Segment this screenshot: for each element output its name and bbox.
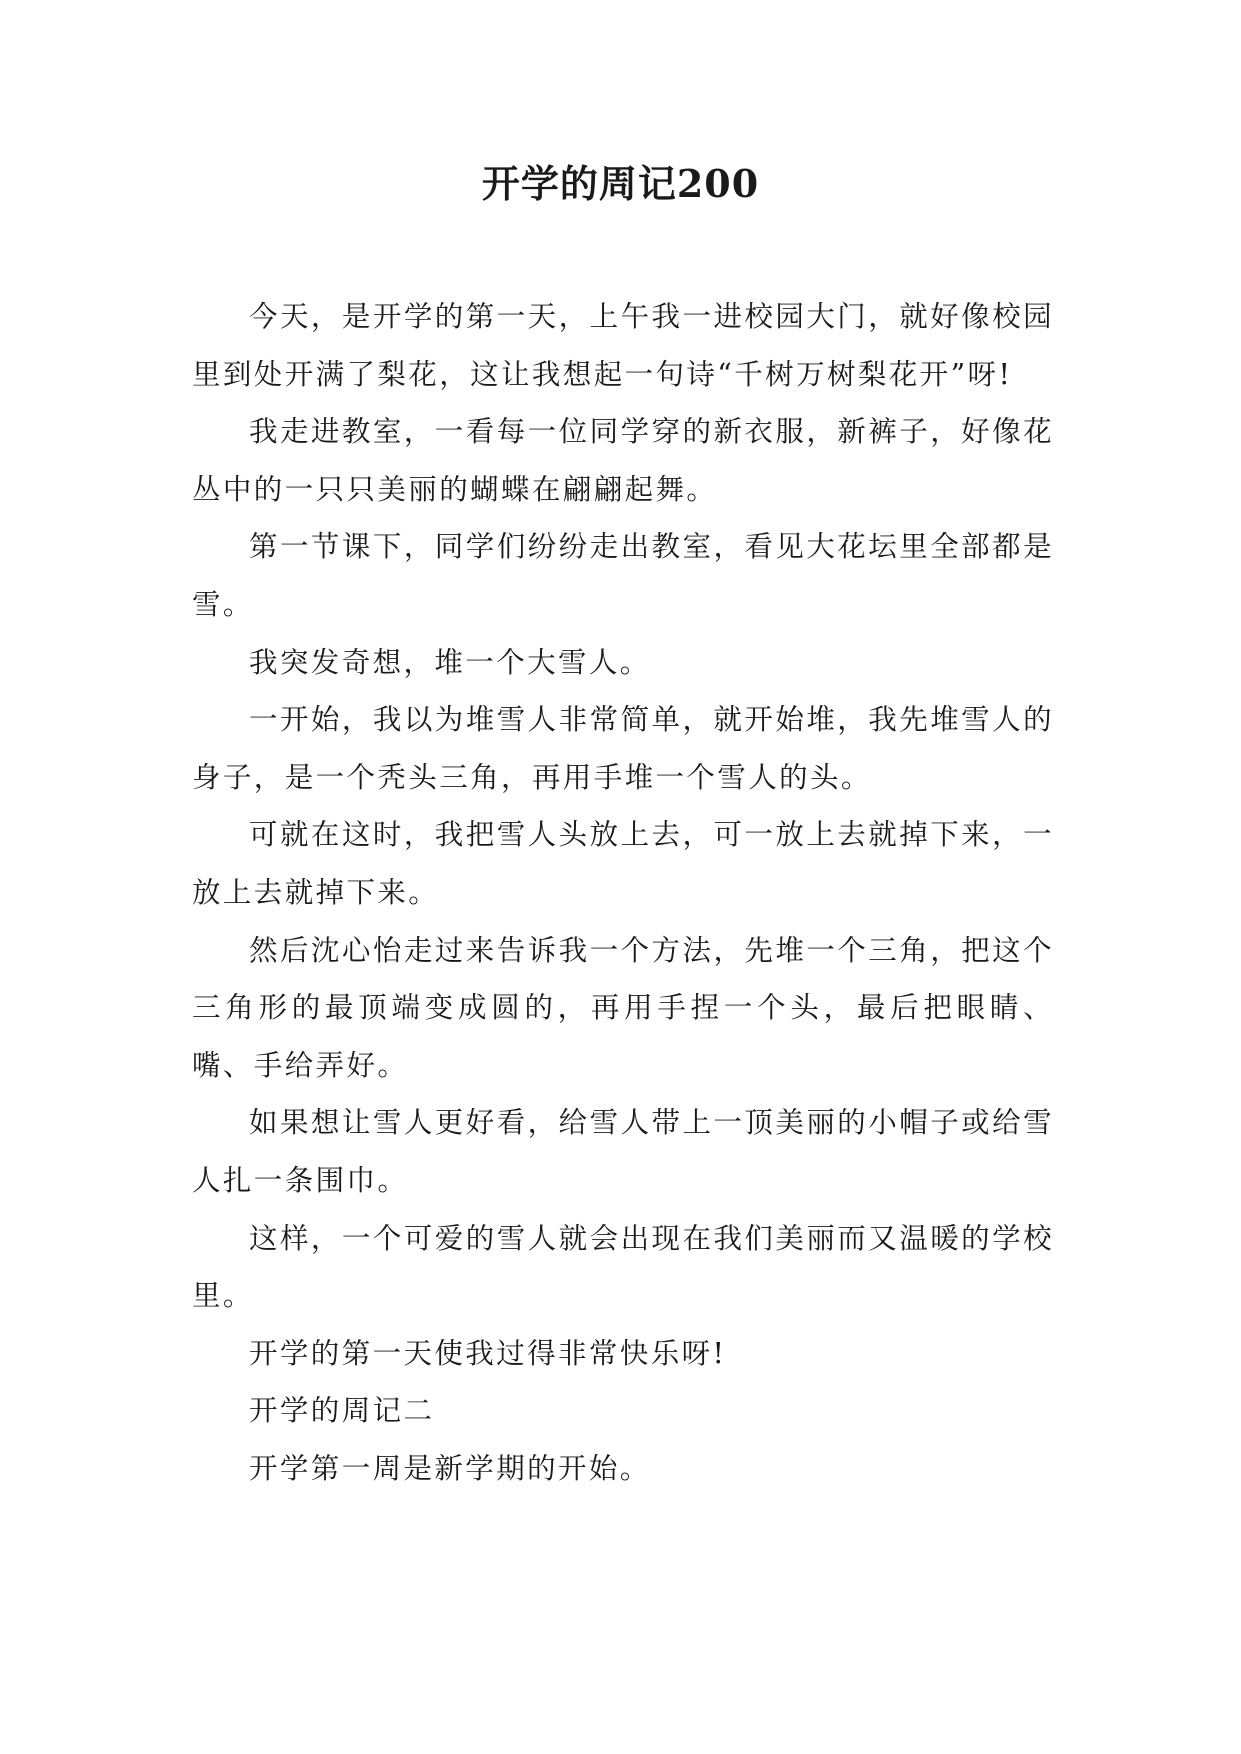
paragraph: 我走进教室，一看每一位同学穿的新衣服，新裤子，好像花丛中的一只只美丽的蝴蝶在翩翩起舞。 xyxy=(192,415,1054,506)
paragraph: 如果想让雪人更好看，给雪人带上一顶美丽的小帽子或给雪人扎一条围巾。 xyxy=(192,1106,1054,1197)
paragraph: 一开始，我以为堆雪人非常简单，就开始堆，我先堆雪人的身子，是一个秃头三角，再用手堆一个雪人的头。 xyxy=(192,703,1054,794)
paragraph: 这样，一个可爱的雪人就会出现在我们美丽而又温暖的学校里。 xyxy=(192,1221,1054,1313)
paragraph: 然后沈心怡走过来告诉我一个方法，先堆一个三角，把这个三角形的最顶端变成圆的，再用手捏一个头，最后把眼睛、嘴、手给弄好。 xyxy=(192,933,1054,1082)
paragraph: 可就在这时，我把雪人头放上去，可一放上去就掉下来，一放上去就掉下来。 xyxy=(192,818,1054,909)
document-body xyxy=(192,288,1054,1497)
paragraph: 开学第一周是新学期的开始。 xyxy=(249,1451,651,1485)
paragraph: 开学的第一天使我过得非常快乐呀! xyxy=(249,1336,727,1370)
paragraph: 今天，是开学的第一天，上午我一进校园大门，就好像校园里到处开满了梨花，这让我想起一句诗“千树万树梨花开”呀! xyxy=(192,300,1054,391)
section-heading: 开学的周记二 xyxy=(249,1394,435,1428)
paragraph: 我突发奇想，堆一个大雪人。 xyxy=(249,645,651,679)
document-title: 开学的周记200 xyxy=(481,161,760,206)
paragraph: 第一节课下，同学们纷纷走出教室，看见大花坛里全部都是雪。 xyxy=(192,530,1054,621)
